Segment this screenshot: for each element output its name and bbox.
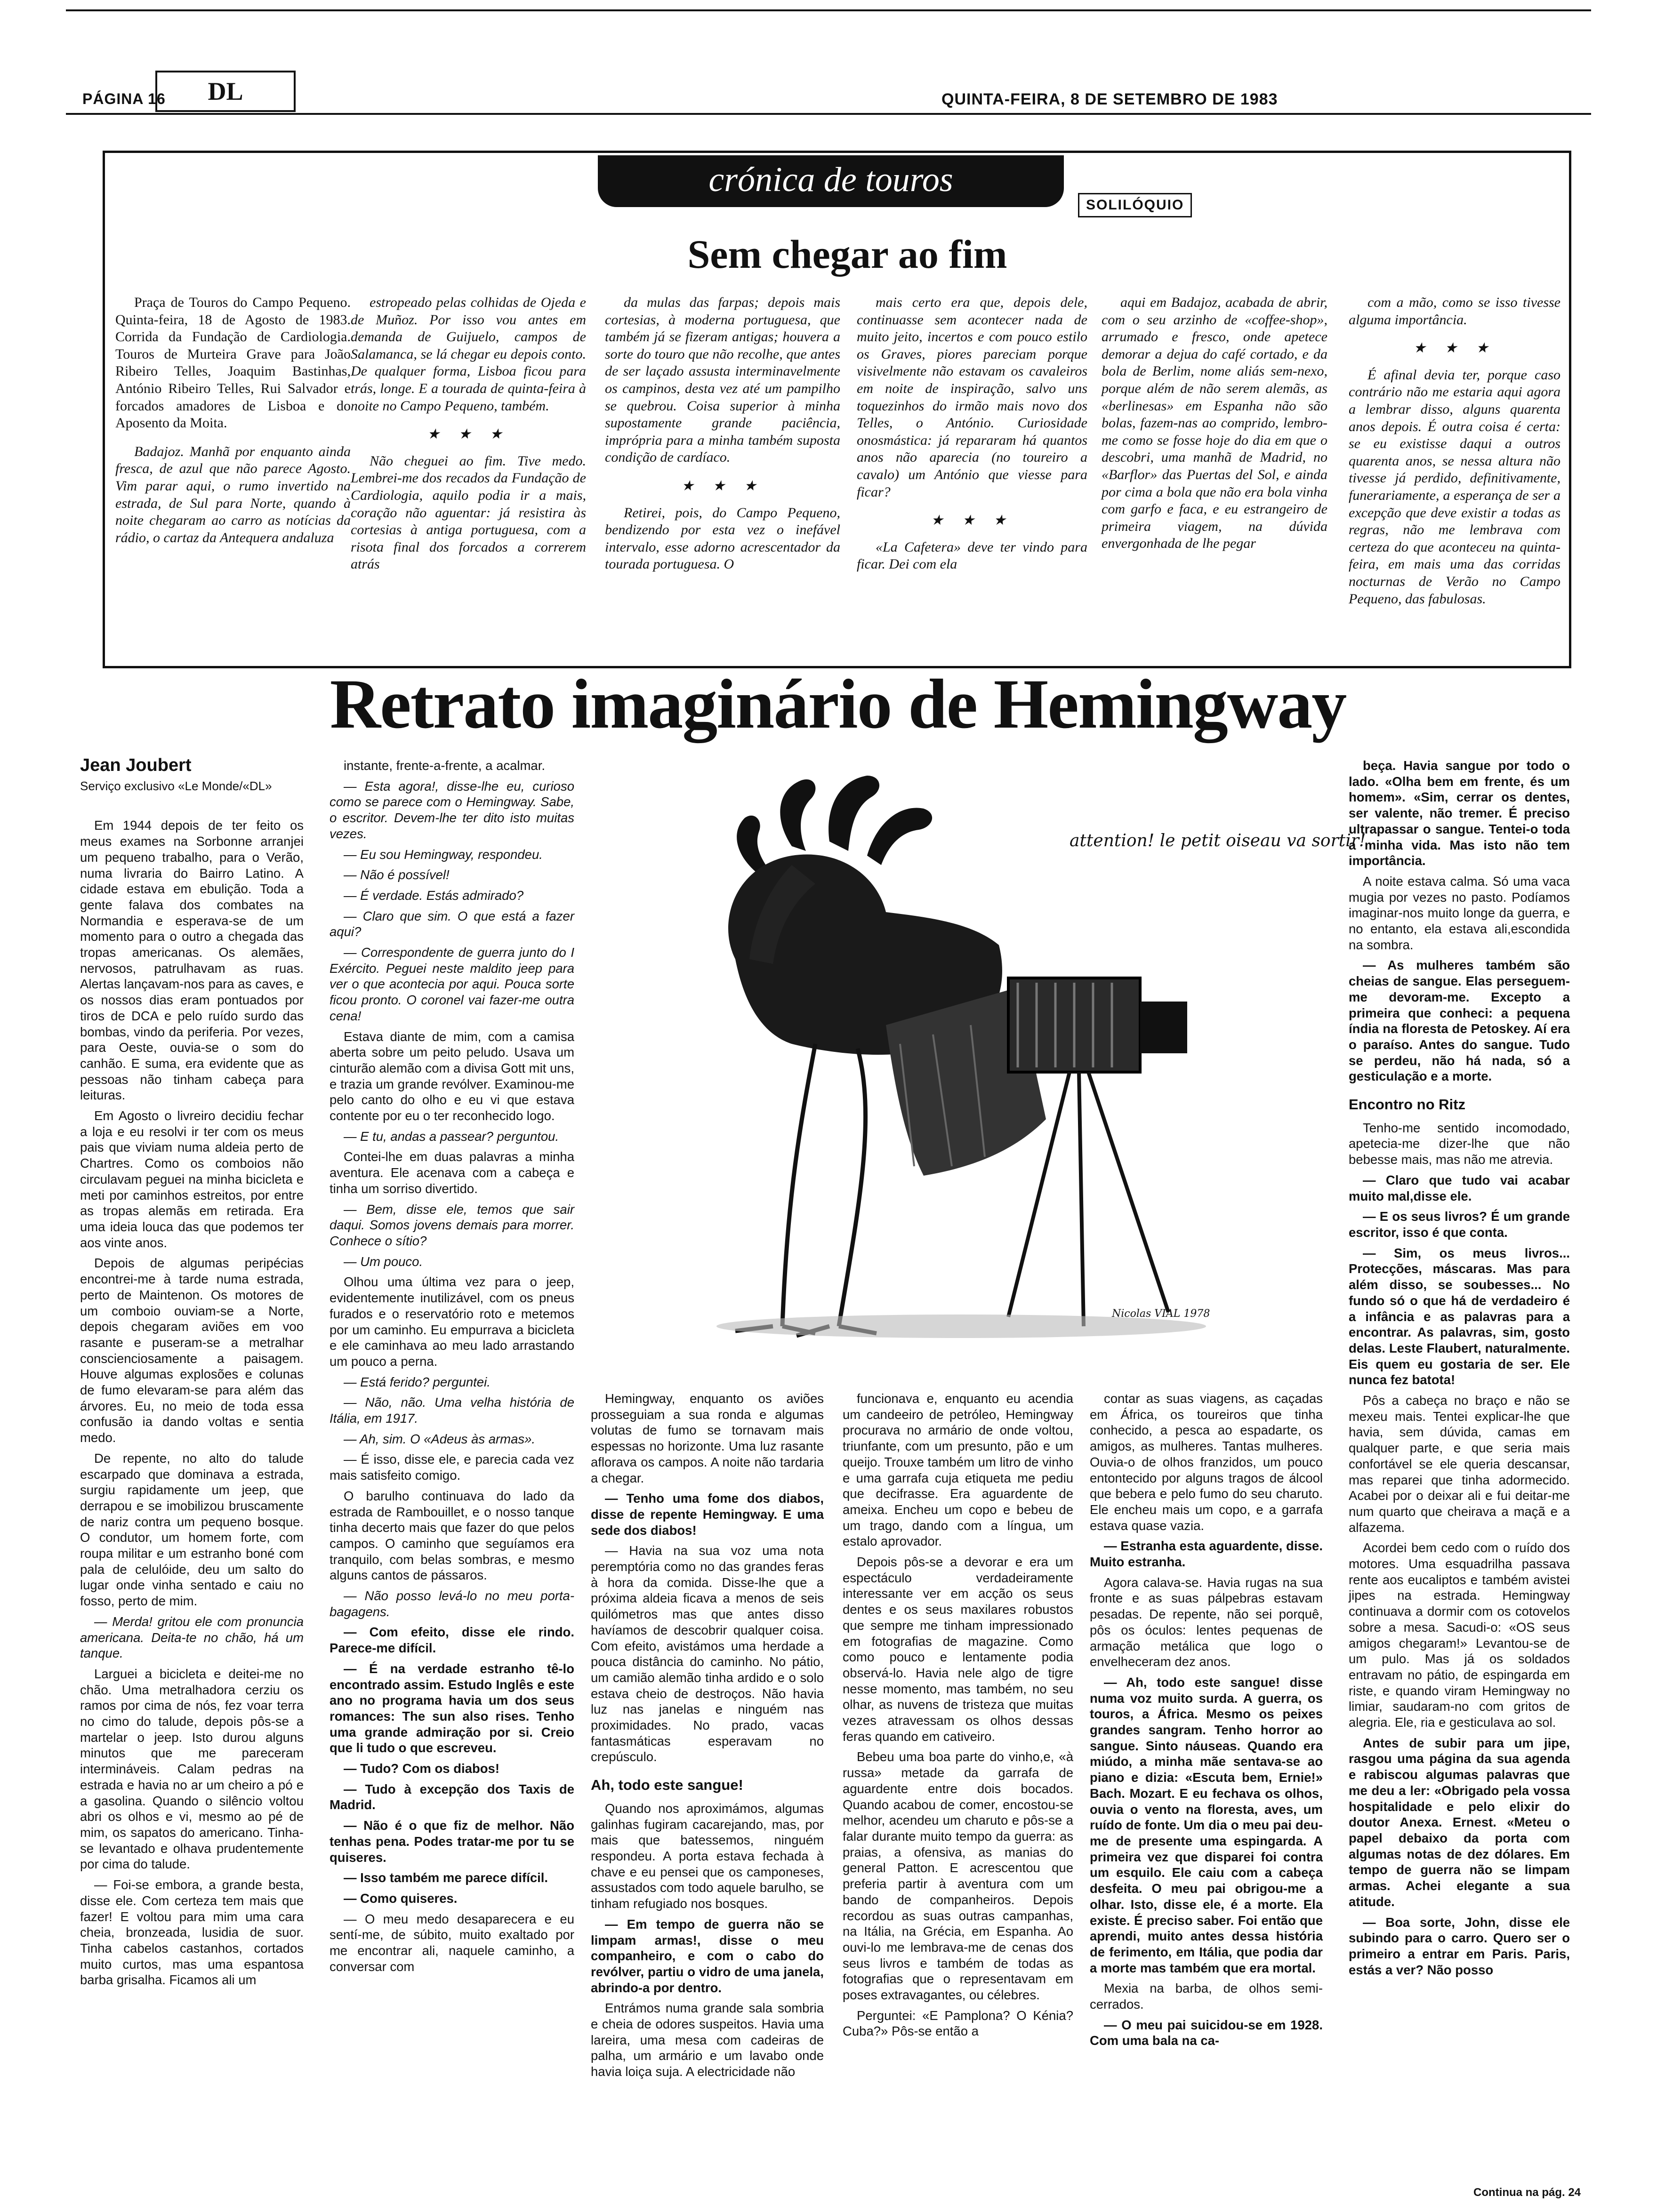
article-paragraph: Estava diante de mim, com a camisa aberta sobre um peito peludo. Usava um cinturão alemão com a divisa Gott mit uns, e trazia um grande revólver. Examinou-me pelo canto do olho e eu vi que estava contente por eu o ter reconhecido logo. [330, 1029, 574, 1123]
article-paragraph: — É isso, disse ele, e parecia cada vez mais satisfeito comigo. [330, 1452, 574, 1483]
cronica-paragraph: Não cheguei ao fim. Tive medo. Lembrei-me dos recados da Fundação de Cardiologia, aquilo podia ir a mais, coração não aguentar: já resistira às cortesias à antiga portuguesa, com a risota final dos forcados a correrem atrás [351, 453, 586, 572]
article-paragraph: De repente, no alto do talude escarpado que dominava a estrada, surgiu rapidamente um jeep, que derrapou e se imobilizou bruscamente de nariz contra um pequeno bosque. O condutor, um homem forte, com roupa militar e um estranho boné com pala de celulóide, deu um salto do lugar onde vinha sentado e caiu no fosso, perto de mim. [80, 1451, 304, 1609]
article-paragraph: — Ah, sim. O «Adeus às armas». [344, 1431, 536, 1446]
article-paragraph: Depois de algumas peripécias encontrei-me à tarde numa estrada, perto de Maintenon. Os motores de um comboio ouviam-se a Norte, depois chegaram aviões em voo rasante e puseram-se a metralhar conscienciosamente a paisagem. Houve algumas explosões e colunas de fumo elevaram-se para além das árvores. Eu, no meio de toda essa confusão ia dando voltas e sentia medo. [80, 1256, 304, 1445]
article-paragraph: — Tudo? Com os diabos! [344, 1761, 499, 1776]
article-paragraph: — O meu medo desaparecera e eu sentí-me, de súbito, muito exaltado por me encontrar ali, naquele caminho, a conversar com [330, 1911, 574, 1974]
article-col-5 [1090, 1391, 1323, 2053]
camera-lens [1140, 1002, 1187, 1053]
author-name: Jean Joubert [80, 755, 192, 775]
article-paragraph: instante, frente-a-frente, a acalmar. [344, 758, 545, 773]
article-paragraph: Larguei a bicicleta e deitei-me no chão. Uma metralhadora cerziu os ramos por cima de nós, fez voar terra no cimo do talude, depois pôs-se a martelar o jeep. Isto durou alguns minutos que me pareceram intermináveis. Calam pedras na estrada e havia no ar um cheiro a pó e a gasolina. Quando o silêncio voltou abri os olhos e vi, mesmo ao pé de mim, os sapatos do americano. Tinha-se levantado e olhava prudentemente por cima do talude. [80, 1666, 304, 1872]
article-paragraph: Bebeu uma boa parte do vinho,e, «à russa» metade da garrafa de aguardente entre dois bocados. Quando acabou de comer, encostou-se melhor, acendeu um charuto e pôs-se a falar durante muito tempo da guerra: as praias, a ofensiva, as manias do general Patton. E acrescentou que preferia partir à aventura com um bando de companheiros. Depois recordou as suas outras campanhas, na Itália, na Grécia, em Espanha. Ao ouvi-lo me lembrava-me de cenas dos seus livros e também de todas as fotografias que o representavam em poses extravagantes, ou célebres. [843, 1749, 1073, 2003]
article-paragraph: — Estranha esta aguardente, disse. Muito estranha. [1090, 1539, 1323, 1570]
article-paragraph: — Correspondente de guerra junto do I Exército. Peguei neste maldito jeep para ver o que acontecia por aqui. Pouca sorte ficou pronto. O coronel vai fazer-me outra cena! [330, 945, 574, 1023]
section-logo: DL [155, 71, 296, 112]
article-paragraph: Em 1944 depois de ter feito os meus exames na Sorbonne arranjei um pequeno trabalho, para o Verão, numa livraria do Bairro Latino. A cidade estava em ebulição. Toda a gente falava dos combates na Normandia e esperava-se de um momento para o outro a chegada das tropas americanas. Os alemães, nervosos, patrulhavam as ruas. Alertas lançavam-nos para as caves, e os nossos dias eram pontuados por tiros de DCA e pelo ruído surdo das bombas, vindo da periferia. Por vezes, para Oeste, ouvia-se o som do canhão. E suma, era evidente que as pessoas não tinham cabeça para leituras. [80, 818, 304, 1103]
section-stars: ★ ★ ★ [681, 478, 764, 494]
article-col-3 [591, 1391, 824, 2084]
article-paragraph: — As mulheres também são cheias de sangue. Elas perseguem-me devoram-me. Excepto a primeira que conheci: a pequena índia na floresta de Petoskey. Aí era o paraíso. Antes do sangue. Tudo se perdeu, não há nada, só a gesticulação e a morte. [1349, 958, 1570, 1084]
cronica-paragraph: Praça de Touros do Campo Pequeno. Quinta-feira, 18 de Agosto de 1983. Corrida da Fundação de Cardiologia. Touros de Murteira Grave para João Ribeiro Telles, Joaquim Bastinhas, António Ribeiro Telles, Rui Salvador e forcados amadores de Lisboa e do Aposento da Moita. [115, 295, 351, 431]
service-credit: Serviço exclusivo «Le Monde/«DL» [80, 778, 272, 793]
soliloquio-tag: SOLILÓQUIO [1078, 193, 1192, 217]
cronica-paragraph: Badajoz. Manhã por enquanto ainda fresca, de azul que não parece Agosto. Vim parar aqui, o rumo invertido na estrada, de Sul para Norte, quando à noite chegaram ao carro as notícias da rádio, o cartaz da Antequera andaluza [115, 443, 351, 545]
cronica-banner: crónica de touros [598, 155, 1064, 207]
article-paragraph: — Isso também me parece difícil. [344, 1870, 548, 1885]
cronica-paragraph: «La Cafetera» deve ter vindo para ficar. Dei com ela [857, 539, 1087, 572]
section-subhead: Encontro no Ritz [1349, 1096, 1465, 1113]
cronica-paragraph: mais certo era que, depois dele, continuasse sem acontecer nada de muito jeito, incertos e com pouco estilo os Graves, piores pareciam porque visivelmente não estavam os cavaleiros em noite de inspiração, salvo uns toquezinhos do irmão mais novo dos Telles, o António. Curiosidade onosmástica: já repararam há quantos anos não aparecia (no toureiro a cavalo) um António que viesse para ficar? [857, 295, 1087, 500]
article-paragraph: Contei-lhe em duas palavras a minha aventura. Ele acenava com a cabeça e tinha um sorriso divertido. [330, 1149, 574, 1196]
cronica-col-3 [605, 294, 840, 585]
section-subhead: Ah, todo este sangue! [591, 1777, 743, 1794]
article-col-1 [80, 755, 304, 2203]
cronica-paragraph: com a mão, como se isso tivesse alguma importância. [1349, 295, 1560, 328]
article-paragraph: — Não é o que fiz de melhor. Não tenhas pena. Podes tratar-me por tu se quiseres. [330, 1818, 574, 1865]
cronica-col-2 [351, 294, 586, 585]
article-paragraph: — Tudo à excepção dos Taxis de Madrid. [330, 1781, 574, 1812]
article-paragraph: — Claro que tudo vai acabar muito mal,disse ele. [1349, 1172, 1570, 1203]
article-paragraph: — Sim, os meus livros... Protecções, máscaras. Mas para além disso, se soubesses... No fundo só o que há de verdadeiro é a infância e as palavras para a encontrar. As palavras, sim, gosto delas. Leste Flaubert, naturalmente. Eis quem eu gostaria de ser. Ele nunca fez batota! [1349, 1245, 1570, 1387]
article-paragraph: Quando nos aproximámos, algumas galinhas fugiram cacarejando, mas, por mais que batessemos, ninguém respondeu. A porta estava fechada à chave e eu pensei que os camponeses, assustados com todo aquele barulho, se tinham refugiado nos bosques. [591, 1801, 824, 1911]
article-paragraph: Mexia na barba, de olhos semi-cerrados. [1090, 1981, 1323, 2012]
hemingway-illustration [594, 761, 1366, 1369]
cronica-paragraph: É afinal devia ter, porque caso contrário não me estaria aqui agora a lembrar disso, alguns quarenta anos depois. É outra coisa é certa: se eu existisse daqui a outros quarenta anos, se nessa altura não tivesse já perdido, definitivamente, funerariamente, a esperança de ser a excepção que deve existir a todas as regras, não me lembrava com certeza do que aconteceu na quinta-feira, em mais uma das corridas nocturnas de Verão no Campo Pequeno, das fabulosas. [1349, 367, 1560, 607]
section-stars: ★ ★ ★ [1413, 340, 1496, 356]
article-paragraph: — Um pouco. [344, 1254, 423, 1269]
page-number: PÁGINA 16 [82, 90, 166, 107]
article-paragraph: Acordei bem cedo com o ruído dos motores. Uma esquadrilha passava rente aos eucaliptos e também avistei jipes na estrada. Hemingway continuava a dormir com os cotovelos sobre a mesa. Sacudi-o: «OS seus amigos chegaram!» Levantou-se de um pulo. Mas já os soldados entravam no pátio, de espingarda em riste, e quando viram Hemingway no limiar, saudaram-no com gritos de alegria. Ele, ria e gesticulava ao sol. [1349, 1540, 1570, 1730]
article-paragraph: — Com efeito, disse ele rindo. Parece-me difícil. [330, 1625, 574, 1656]
article-paragraph: — Eu sou Hemingway, respondeu. [344, 847, 543, 862]
article-paragraph: — E os seus livros? É um grande escritor, isso é que conta. [1349, 1209, 1570, 1240]
article-paragraph: contar as suas viagens, as caçadas em África, os toureiros que tinha conhecido, a pesca ao espadarte, os amigos, as mulheres. Tantas mulheres. Ouvia-o de olhos franzidos, um pouco entontecido por alguns tragos de álcool que bebera e pelo fumo do seu charuto. Ele encheu mais um copo, e a garrafa estava quase vazia. [1090, 1391, 1323, 1533]
article-paragraph: — É verdade. Estás admirado? [344, 888, 524, 903]
article-paragraph: Pôs a cabeça no braço e não se mexeu mais. Tentei explicar-lhe que havia, sem dúvida, camas em qualquer parte, e que seria mais confortável se ele queria descansar, mas reparei que tinha adormecido. Acabei por o deixar ali e fui deitar-me num quarto que cheirava a maçã e a alfazema. [1349, 1393, 1570, 1535]
article-paragraph: — Foi-se embora, a grande besta, disse ele. Com certeza tem mais que fazer! E voltou para mim uma cara cheia, bronzeada, lusidia de suor. Tinha cabelos castanhos, cortados muito curtos, mas uma espantosa barba grisalha. Ficamos ali um [80, 1877, 304, 1988]
article-paragraph: — É na verdade estranho tê-lo encontrado assim. Estudo Inglês e este ano no programa havia um dos seus romances: The sun also rises. Tenho uma grande admiração por si. Creio que li tudo o que escreveu. [330, 1661, 574, 1755]
section-stars: ★ ★ ★ [427, 426, 510, 442]
article-paragraph: — Não, não. Uma velha história de Itália, em 1917. [330, 1395, 574, 1426]
article-paragraph: — Boa sorte, John, disse ele subindo para o carro. Quero ser o primeiro a entrar em Paris. Paris, estás a ver? Não posso [1349, 1915, 1570, 1977]
article-paragraph: Em Agosto o livreiro decidiu fechar a loja e eu resolvi ir ter com os meus pais que viviam numa aldeia perto de Chartres. Como os comboios não circulavam peguei na minha bicicleta e meti por caminhos estreitos, por entre as tropas alemãs em retirada. Era uma ideia louca das que podemos ter aos vinte anos. [80, 1108, 304, 1250]
cronica-paragraph: Retirei, pois, do Campo Pequeno, bendizendo por esta vez o inefável intervalo, esse adorno acrescentador da tourada portuguesa. O [605, 505, 840, 572]
article-title: Retrato imaginário de Hemingway [330, 665, 1346, 743]
article-paragraph: — Em tempo de guerra não se limpam armas!, disse o meu companheiro, e com o cabo do revólver, partiu o vidro de uma janela, abrindo-a por dentro. [591, 1916, 824, 1995]
article-paragraph: — Como quiseres. [344, 1891, 458, 1906]
article-paragraph: — Merda! gritou ele com pronuncia americana. Deita-te no chão, há um tanque. [80, 1614, 304, 1661]
continued-note: Continua na pág. 24 [1473, 2186, 1581, 2199]
illustration-signature: Nicolas VIAL 1978 [1112, 1308, 1210, 1320]
article-paragraph: Hemingway, enquanto os aviões prosseguiam a sua ronda e algumas volutas de fumo se tornavam mais espessas no horizonte. Uma luz rasante afloravа os campos. A noite não tardaria a chegar. [591, 1391, 824, 1485]
article-paragraph: Agora calava-se. Havia rugas na sua fronte e as suas pálpebras estavam pesadas. De repente, não sei porquê, pôs os óculos: lentes pequenas de armação metálica que logo o envelheceram dez anos. [1090, 1575, 1323, 1669]
article-paragraph: beça. Havia sangue por todo o lado. «Olha bem em frente, és um homem». «Sim, cerrar os dentes, ser valente, não tremer. É preciso ultrapassar o sangue. Tentei-o toda a minha vida. Mas isto não tem importância. [1349, 758, 1570, 868]
illustration-caption: attention! le petit oiseau va sortir! [1070, 831, 1366, 850]
article-paragraph: Antes de subir para um jipe, rasgou uma página da sua agenda e rabiscou algumas palavras que me deu a ler: «Obrigado pela vossa hospitalidade e pelo elixir do doutor Anexa. Ernest. «Meteu o papel debaixo da porta com algumas notas de dez dólares. Em tempo de guerra não se limpam armas. Achei elegante a sua atitude. [1349, 1735, 1570, 1909]
section-stars: ★ ★ ★ [931, 513, 1014, 529]
article-paragraph: — Havia na sua voz uma nota peremptória como no das grandes feras à hora da comida. Disse-lhe que a próxima aldeia ficava a menos de seis quilómetros mas que antes disso havíamos de descobrir qualquer coisa. Com efeito, avistámos uma herdade a pouca distância do caminho. No pátio, um camião alemão tinha ardido e o solo estava cheio de destroços. Não havia luz nas janelas e ninguém nas proximidades. No prado, vacas fantasmáticas esperavam no crepúsculo. [591, 1543, 824, 1764]
article-paragraph: — Esta agora!, disse-lhe eu, curioso como se parece com o Hemingway. Sabe, o escritor. Devem-lhe ter dito isto muitas vezes. [330, 778, 574, 841]
article-paragraph: — Está ferido? perguntei. [344, 1374, 491, 1389]
article-paragraph: Entrámos numa grande sala sombria e cheia de odores suspeitos. Havia uma lareira, uma mesa com cadeiras de palha, um armário e um lavabo onde havia loiça suja. A electricidade não [591, 2001, 824, 2079]
article-paragraph: Perguntei: «E Pamplona? O Kénia? Cuba?» Pôs-se então a [843, 2008, 1073, 2039]
article-col-4 [843, 1391, 1073, 2044]
cronica-paragraph: da mulas das farpas; depois mais cortesias, à moderna portuguesa, que também já se fizeram antigas; houvera a sorte do touro que não recolhe, que antes de ser laçado assusta interminavelmente os campinos, desta vez até um pampilho se quebrou. Coisa superior à minha supostamente grande paciência, imprópria para a minha também suposta condição de cardíaco. [605, 295, 840, 465]
cronica-col-1 [115, 294, 351, 558]
article-paragraph: Depois pôs-se a devorar e era um espectáculo verdadeiramente interessante ver em acção os seus dentes e os seus maxilares robustos que sempre me tinham impressionado em fotografias de magazine. Como como pouco e lentamente podia observá-lo. Havia nele algo de tigre nesse momento, mas também, no seu olhar, as nuvens de tristeza que muitas vezes atravessam os olhos dessas feras quando em cativeiro. [843, 1555, 1073, 1744]
article-paragraph: — E tu, andas a passear? perguntou. [344, 1129, 559, 1144]
article-paragraph: A noite estava calma. Só uma vaca mugia por vezes no pasto. Podíamos imaginar-nos muito longe da guerra, e no entanto, ela estava ali,escondida na sombra. [1349, 874, 1570, 952]
article-paragraph: Tenho-me sentido incomodado, apetecia-me dizer-lhe que não bebesse mais, mas não me atrevia. [1349, 1120, 1570, 1167]
cronica-col-4 [857, 294, 1087, 585]
article-paragraph: funcionava e, enquanto eu acendia um candeeiro de petróleo, Hemingway procurava no armário de onde voltou, triunfante, com um presunto, pão e um queijo. Trouxe também um litro de vinho e uma garrafa cuja etiqueta me pediu que decifrasse. Era aguardente de ameixa. Encheu um copo e bebeu de um trago, dando com a língua, um estalo aprovador. [843, 1391, 1073, 1549]
article-paragraph: — Claro que sim. O que está a fazer aqui? [330, 908, 574, 939]
article-col-2 [330, 758, 574, 2203]
article-paragraph: — Não é possível! [344, 867, 450, 882]
article-paragraph: O barulho continuava do lado da estrada de Rambouillet, e o nosso tanque tinha decerto mais que fazer do que pelos campos. O caminho que seguíamos era tranquilo, com belas sombras, e mesmo alguns cantos de pássaros. [330, 1488, 574, 1583]
article-paragraph: — Tenho uma fome dos diabos, disse de repente Hemingway. E uma sede dos diabos! [591, 1491, 824, 1538]
issue-date: QUINTA-FEIRA, 8 DE SETEMBRO DE 1983 [941, 90, 1278, 108]
cronica-paragraph: aqui em Badajoz, acabada de abrir, com o seu arzinho de «coffee-shop», arrumado e fresco, onde apetece demorar a dejua do café cortado, e da bola de Berlim, nome aliás sem-nexo, porque além de não serem alemãs, as «berlinesas» em Espanha não são bolas, fazem-nas ao comprido, lembro-me como se fosse hoje do dia em que o descobri, uma manhã de Madrid, no «Barflor» das Puertas del Sol, e ainda por cima a bola que não era bola vinha com garfo e faca, e eu estrangeiro de primeira viagem, na dúvida envergonhada de lhe pegar [1102, 295, 1327, 552]
cronica-col-5 [1102, 294, 1327, 564]
cronica-col-6 [1349, 294, 1560, 619]
cronica-title: Sem chegar ao fim [687, 232, 1007, 277]
header-rule [66, 113, 1591, 115]
article-paragraph: — Ah, todo este sangue! disse numa voz muito surda. A guerra, os touros, a África. Mesmo os peixes grandes sangram. Tenho horror ao sangue. Sinto náuseas. Quando era miúdo, a minha mãe sentava-se ao piano e dizia: «Escuta bem, Ernie!» Bach. Mozart. E eu fechava os olhos, ouvia o vento na floresta, aves, um ruído de fonte. Um dia o meu pai deu-me de presente uma espingarda. A primeira vez que disparei foi contra um esquilo. Ele caiu com a cabeça desfeita. O meu pai obrigou-me a olhar. Isto, disse ele, é a morte. Ela existe. É preciso saber. Foi então que aprendi, muito antes dessa história de ferimento, em Itália, que podia dar a morte mas também que era mortal. [1090, 1675, 1323, 1975]
top-rule [66, 9, 1591, 11]
article-paragraph: — Bem, disse ele, temos que sair daqui. Somos jovens demais para morrer. Conhece o sítio? [330, 1202, 574, 1248]
article-paragraph: — O meu pai suicidou-se em 1928. Com uma bala na ca- [1090, 2017, 1323, 2048]
article-paragraph: Olhou uma última vez para o jeep, evidentemente inutilizável, com os pneus furados e o reservatório roto e metemos por um caminho. Eu empurrava a bicicleta e ele caminhava ao meu lado arrastando um pouco a perna. [330, 1274, 574, 1369]
cronica-paragraph: estropeado pelas colhidas de Ojeda e de Muñoz. Por isso vou antes em demanda de Guijuelo, campos de Salamanca, se lá chegar eu depois conto. De qualquer forma, Lisboa ficou para trás, longe. E a tourada de quinta-feira à noite no Campo Pequeno, também. [351, 295, 586, 414]
article-paragraph: — Não posso levá-lo no meu porta-bagagens. [330, 1588, 574, 1619]
article-col-6 [1349, 758, 1570, 1982]
